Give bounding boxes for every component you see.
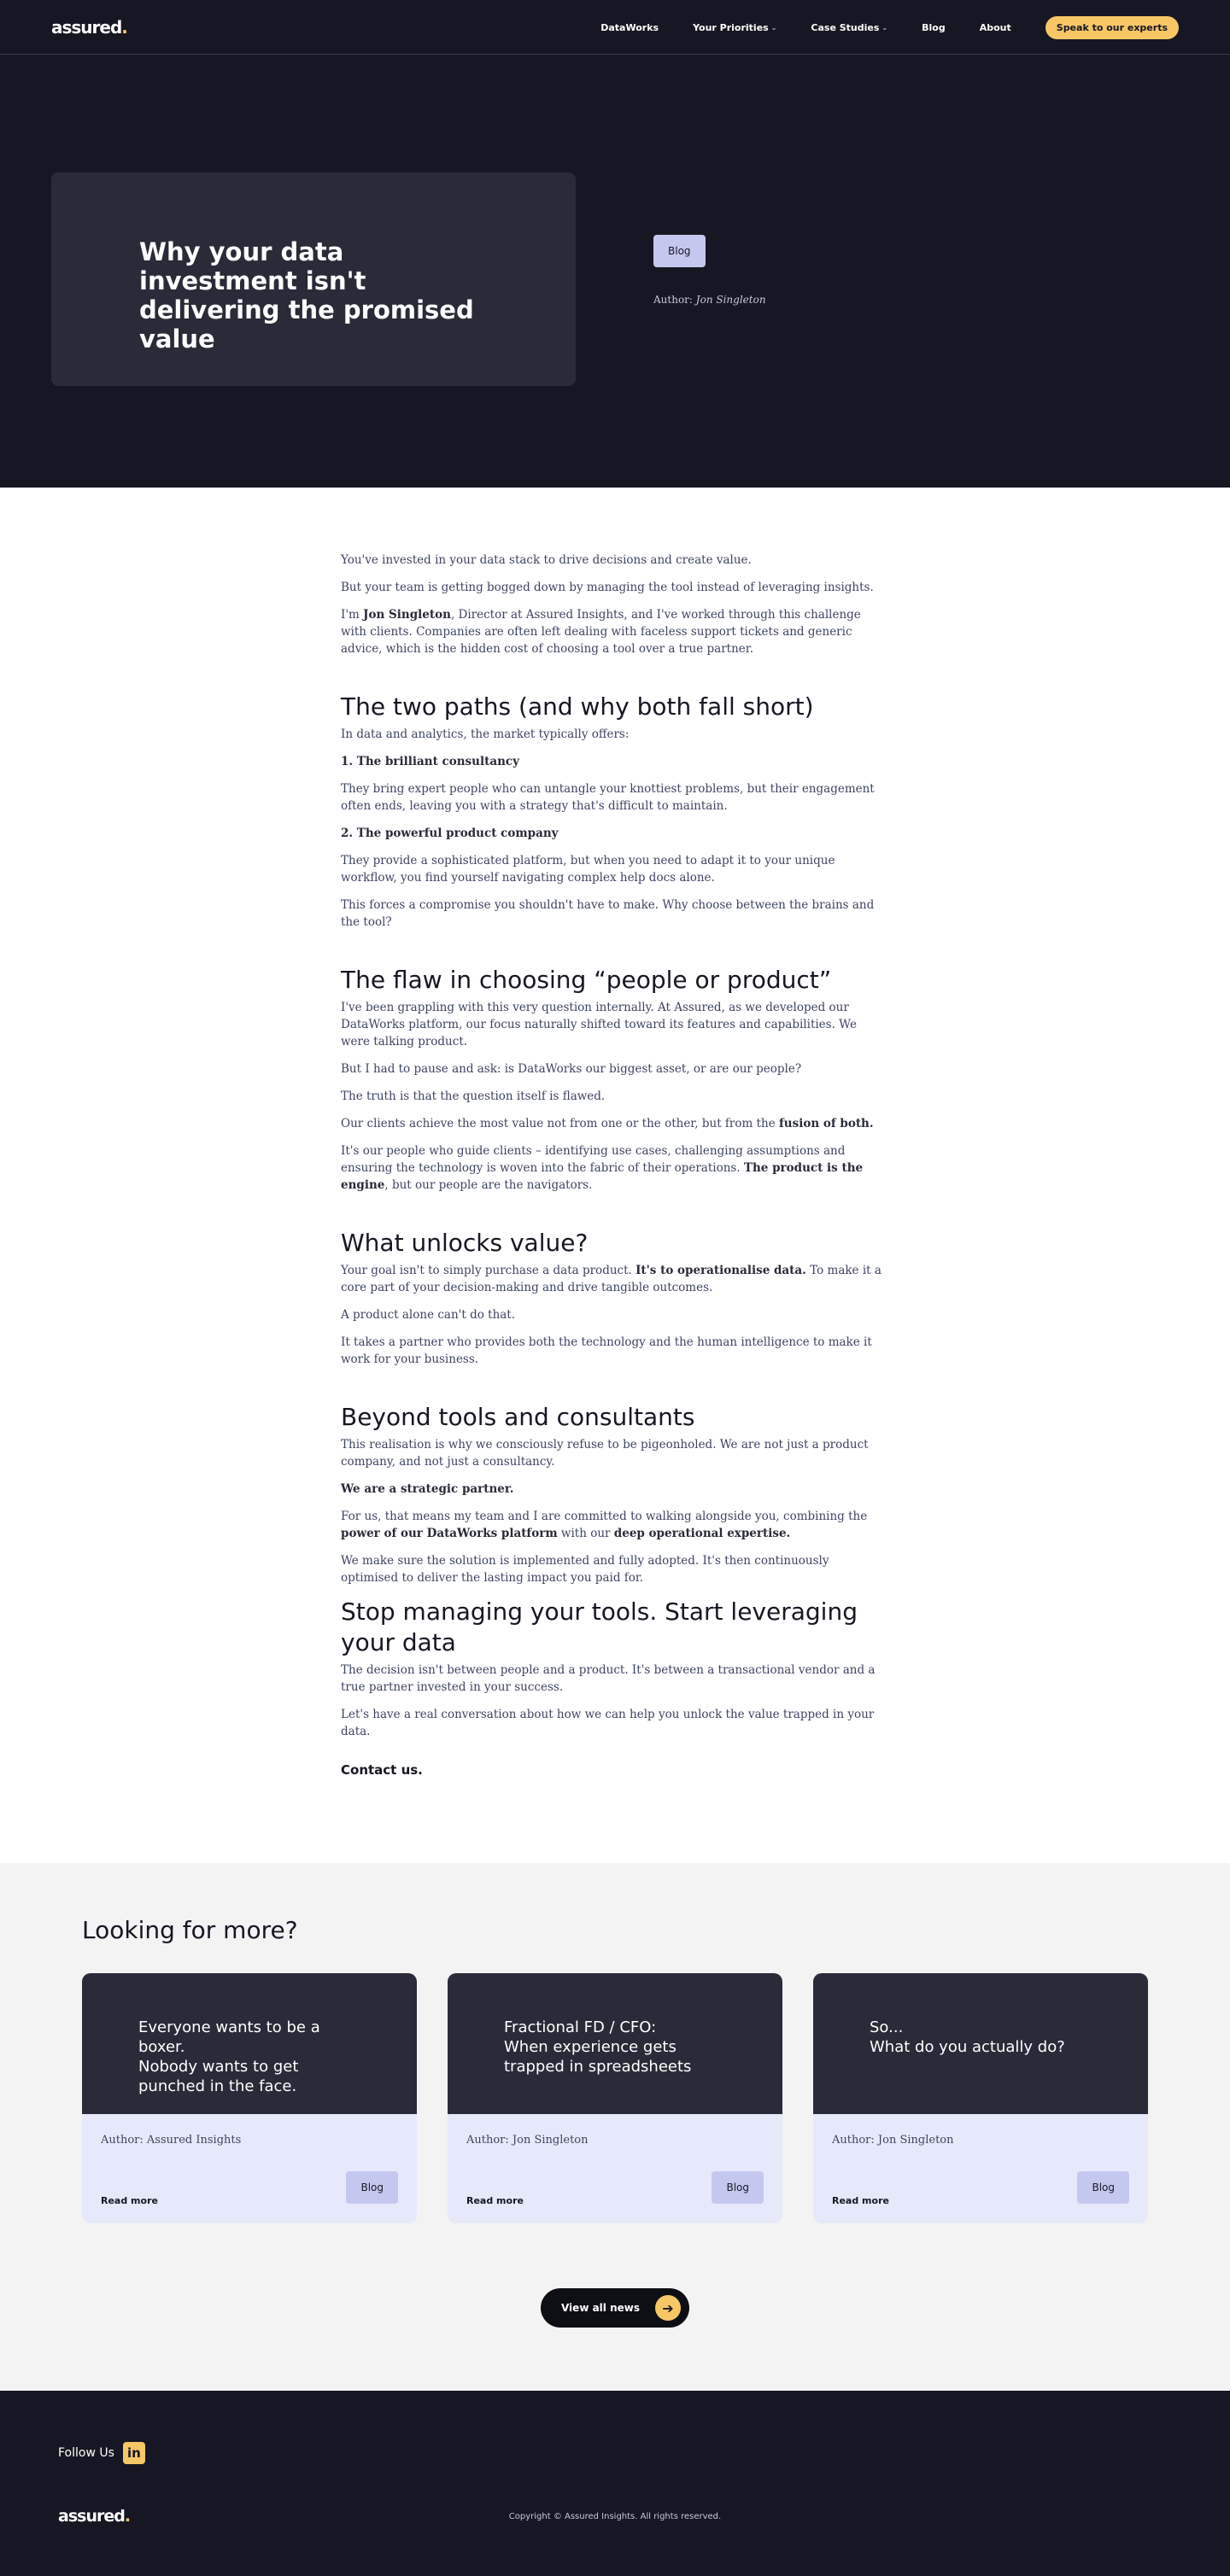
paragraph: We are a strategic partner. — [341, 1482, 514, 1496]
subheading: 2. The powerful product company — [341, 827, 559, 840]
nav-dataworks[interactable]: DataWorks — [600, 21, 659, 33]
category-tag[interactable]: Blog — [1077, 2171, 1129, 2204]
paragraph: This realisation is why we consciously refuse to be pigeonholed. We are not just a product company, and not just a consultancy. — [341, 1438, 869, 1469]
paragraph: The truth is that the question itself is flawed. — [341, 1089, 606, 1103]
section-heading: The two paths (and why both fall short) — [341, 692, 814, 721]
category-tag[interactable]: Blog — [712, 2171, 764, 2204]
card-title: So... What do you actually do? — [870, 2018, 1065, 2056]
read-more-link[interactable]: Read more — [832, 2195, 889, 2206]
follow-label: Follow Us — [58, 2446, 114, 2460]
category-tag[interactable]: Blog — [653, 235, 706, 267]
blog-card[interactable] — [448, 1973, 782, 2223]
view-all-news-button[interactable]: View all news ➔ — [541, 2288, 689, 2328]
paragraph: I've been grappling with this very question internally. At Assured, as we developed our DataWorks platform, our focus naturally shifted toward its features and capabilities. We were talking product. — [341, 1001, 857, 1049]
footer-logo[interactable]: assured. — [58, 2507, 131, 2526]
arrow-right-icon: ➔ — [655, 2295, 681, 2321]
paragraph: Let's have a real conversation about how we can help you unlock the value trapped in your data. — [341, 1708, 875, 1738]
paragraph: It takes a partner who provides both the technology and the human intelligence to make it work for your business. — [341, 1335, 872, 1366]
page-title: Why your data investment isn't delivering the promised value — [139, 237, 474, 353]
blog-card[interactable] — [82, 1973, 417, 2223]
nav-links — [600, 0, 1179, 55]
chevron-down-icon: ⌄ — [770, 23, 777, 32]
copyright: Copyright © Assured Insights. All rights reserved. — [508, 2512, 722, 2521]
blog-card[interactable] — [813, 1973, 1148, 2223]
card-title: Fractional FD / CFO: When experience gets trapped in spreadsheets — [504, 2018, 692, 2076]
section-heading: Stop managing your tools. Start leveraging your data — [341, 1598, 858, 1656]
card-author: Author: Jon Singleton — [466, 2134, 589, 2147]
intro-paragraph-1: You've invested in your data stack to drive decisions and create value. — [341, 553, 752, 567]
card-author: Author: Jon Singleton — [832, 2134, 954, 2147]
card-header — [82, 1973, 417, 2114]
follow-us — [58, 2442, 145, 2464]
paragraph: It's our people who guide clients – identifying use cases, challenging assumptions and ensuring the technology is woven into the fabric of their operations. The product is the engine, but our people are the navigators. — [341, 1144, 864, 1192]
section-heading: The flaw in choosing “people or product” — [341, 966, 832, 994]
card-author: Author: Assured Insights — [101, 2134, 242, 2147]
top-nav — [0, 0, 1230, 55]
logo[interactable]: assured. — [51, 17, 127, 38]
paragraph: This forces a compromise you shouldn't have to make. Why choose between the brains and the tool? — [341, 898, 875, 929]
intro-paragraph-2: But your team is getting bogged down by managing the tool instead of leveraging insights. — [341, 581, 874, 594]
nav-blog[interactable]: Blog — [922, 21, 946, 33]
paragraph: We make sure the solution is implemented and fully adopted. It's then continuously optimised to deliver the lasting impact you paid for. — [341, 1554, 829, 1585]
nav-your-priorities[interactable]: Your Priorities ⌄ — [693, 21, 777, 33]
card-list — [82, 1973, 1148, 2223]
category-tag[interactable]: Blog — [346, 2171, 398, 2204]
section-heading: Looking for more? — [82, 1916, 298, 1944]
chevron-down-icon: ⌄ — [882, 23, 888, 32]
paragraph: They bring expert people who can untangle your knottiest problems, but their engagement often ends, leaving you with a strategy that's difficult to maintain. — [341, 782, 875, 813]
section-heading: What unlocks value? — [341, 1229, 589, 1257]
paragraph: The decision isn't between people and a product. It's between a transactional vendor and a true partner invested in your success. — [341, 1663, 876, 1694]
read-more-link[interactable]: Read more — [101, 2195, 158, 2206]
linkedin-icon[interactable]: in — [123, 2442, 145, 2464]
footer — [0, 2391, 1230, 2576]
nav-case-studies[interactable]: Case Studies ⌄ — [811, 21, 888, 33]
paragraph: For us, that means my team and I are committed to walking alongside you, combining the power of our DataWorks platform with our deep operational expertise. — [341, 1510, 868, 1540]
section-heading: Beyond tools and consultants — [341, 1403, 695, 1431]
subheading: 1. The brilliant consultancy — [341, 755, 519, 768]
paragraph: But I had to pause and ask: is DataWorks our biggest asset, or are our people? — [341, 1062, 802, 1076]
hero — [0, 55, 1230, 488]
card-header — [813, 1973, 1148, 2114]
looking-for-more — [0, 1863, 1230, 2391]
paragraph: Your goal isn't to simply purchase a data product. It's to operationalise data. To make it a core part of your decision-making and drive tangible outcomes. — [341, 1264, 882, 1294]
article — [0, 488, 1230, 1863]
intro-paragraph-3: I'm Jon Singleton, Director at Assured Insights, and I've worked through this challenge with clients. Companies are often left dealing with faceless support tickets and generic advice, which is the hidden cost of choosing a tool over a true partner. — [341, 608, 861, 656]
hero-card — [51, 172, 576, 386]
paragraph: They provide a sophisticated platform, but when you need to adapt it to your unique workflow, you find yourself navigating complex help docs alone. — [341, 854, 835, 885]
card-header — [448, 1973, 782, 2114]
hero-author: Author: Jon Singleton — [653, 294, 766, 306]
paragraph: A product alone can't do that. — [341, 1308, 516, 1322]
card-title: Everyone wants to be a boxer. Nobody wants to get punched in the face. — [138, 2018, 320, 2095]
speak-to-experts-button[interactable]: Speak to our experts — [1046, 16, 1179, 39]
read-more-link[interactable]: Read more — [466, 2195, 524, 2206]
contact-us-link[interactable]: Contact us. — [341, 1762, 423, 1778]
nav-about[interactable]: About — [979, 21, 1011, 33]
paragraph: Our clients achieve the most value not from one or the other, but from the fusion of both. — [341, 1117, 874, 1130]
paragraph: In data and analytics, the market typically offers: — [341, 727, 630, 741]
